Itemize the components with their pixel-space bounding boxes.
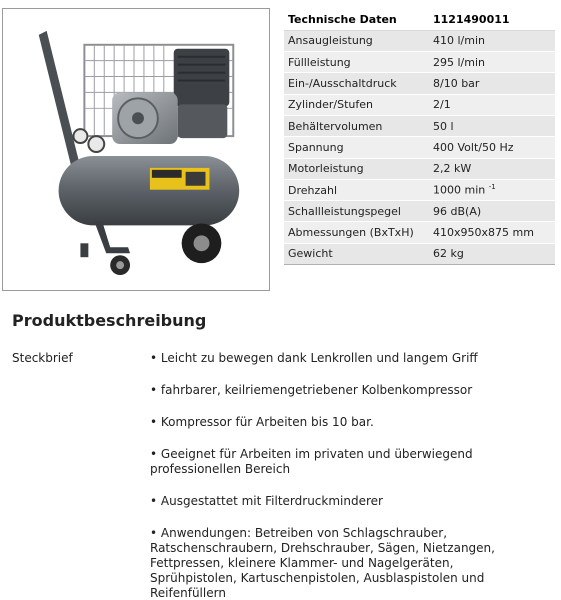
spec-label: Füllleistung xyxy=(284,52,429,73)
spec-value: 2/1 xyxy=(429,94,555,115)
spec-label: Abmessungen (BxTxH) xyxy=(284,222,429,243)
table-row xyxy=(284,30,555,51)
spec-value: 410 l/min xyxy=(429,30,555,51)
feature-list xyxy=(150,351,540,600)
table-row xyxy=(284,52,555,73)
table-row xyxy=(284,222,555,243)
spec-label: Ansaugleistung xyxy=(284,30,429,51)
table-row xyxy=(284,137,555,158)
list-item: • Geeignet für Arbeiten im privaten und überwiegend professionellen Bereich xyxy=(150,447,540,477)
spec-label: Drehzahl xyxy=(284,179,429,200)
section-title-product-description: Produktbeschreibung xyxy=(12,311,207,330)
spec-value: 8/10 bar xyxy=(429,73,555,94)
air-compressor-illustration xyxy=(3,9,269,290)
spec-value: 400 Volt/50 Hz xyxy=(429,137,555,158)
list-item: • Kompressor für Arbeiten bis 10 bar. xyxy=(150,415,540,430)
spec-value: 96 dB(A) xyxy=(429,201,555,222)
spec-label: Motorleistung xyxy=(284,158,429,179)
spec-value: 62 kg xyxy=(429,243,555,264)
list-item: • fahrbarer, keilriemengetriebener Kolbenkompressor xyxy=(150,383,540,398)
table-header-row xyxy=(284,9,555,30)
table-row xyxy=(284,201,555,222)
product-image xyxy=(2,8,270,291)
spec-label: Gewicht xyxy=(284,243,429,264)
spec-value: 410x950x875 mm xyxy=(429,222,555,243)
list-item: • Leicht zu bewegen dank Lenkrollen und langem Griff xyxy=(150,351,540,366)
spec-value: 50 l xyxy=(429,115,555,136)
spec-label: Spannung xyxy=(284,137,429,158)
spec-value: 2,2 kW xyxy=(429,158,555,179)
spec-label: Zylinder/Stufen xyxy=(284,94,429,115)
table-row xyxy=(284,158,555,179)
spec-label: Schallleistungspegel xyxy=(284,201,429,222)
table-header-article-number: 1121490011 xyxy=(429,9,555,30)
table-row xyxy=(284,94,555,115)
table-header-label: Technische Daten xyxy=(284,9,429,30)
spec-value: 295 l/min xyxy=(429,52,555,73)
profile-label: Steckbrief xyxy=(12,351,73,365)
list-item: • Anwendungen: Betreiben von Schlagschrauber, Ratschenschraubern, Drehschrauber, Sägen, Nietzangen, Fettpressen, kleinere Klammer- und Nagelgeräten, Sprühpistolen, Kartuschenpistolen, Ausblaspistolen und Reifenfüllern xyxy=(150,526,540,600)
list-item: • Ausgestattet mit Filterdruckminderer xyxy=(150,494,540,509)
spec-value xyxy=(429,179,555,200)
spec-label: Behältervolumen xyxy=(284,115,429,136)
table-row xyxy=(284,179,555,200)
spec-value-exponent: -1 xyxy=(488,183,496,192)
spec-label: Ein-/Ausschaltdruck xyxy=(284,73,429,94)
table-row xyxy=(284,115,555,136)
spec-value-text: 1000 min xyxy=(433,183,486,197)
table-row xyxy=(284,73,555,94)
table-row xyxy=(284,243,555,264)
technical-data-table xyxy=(284,9,555,265)
